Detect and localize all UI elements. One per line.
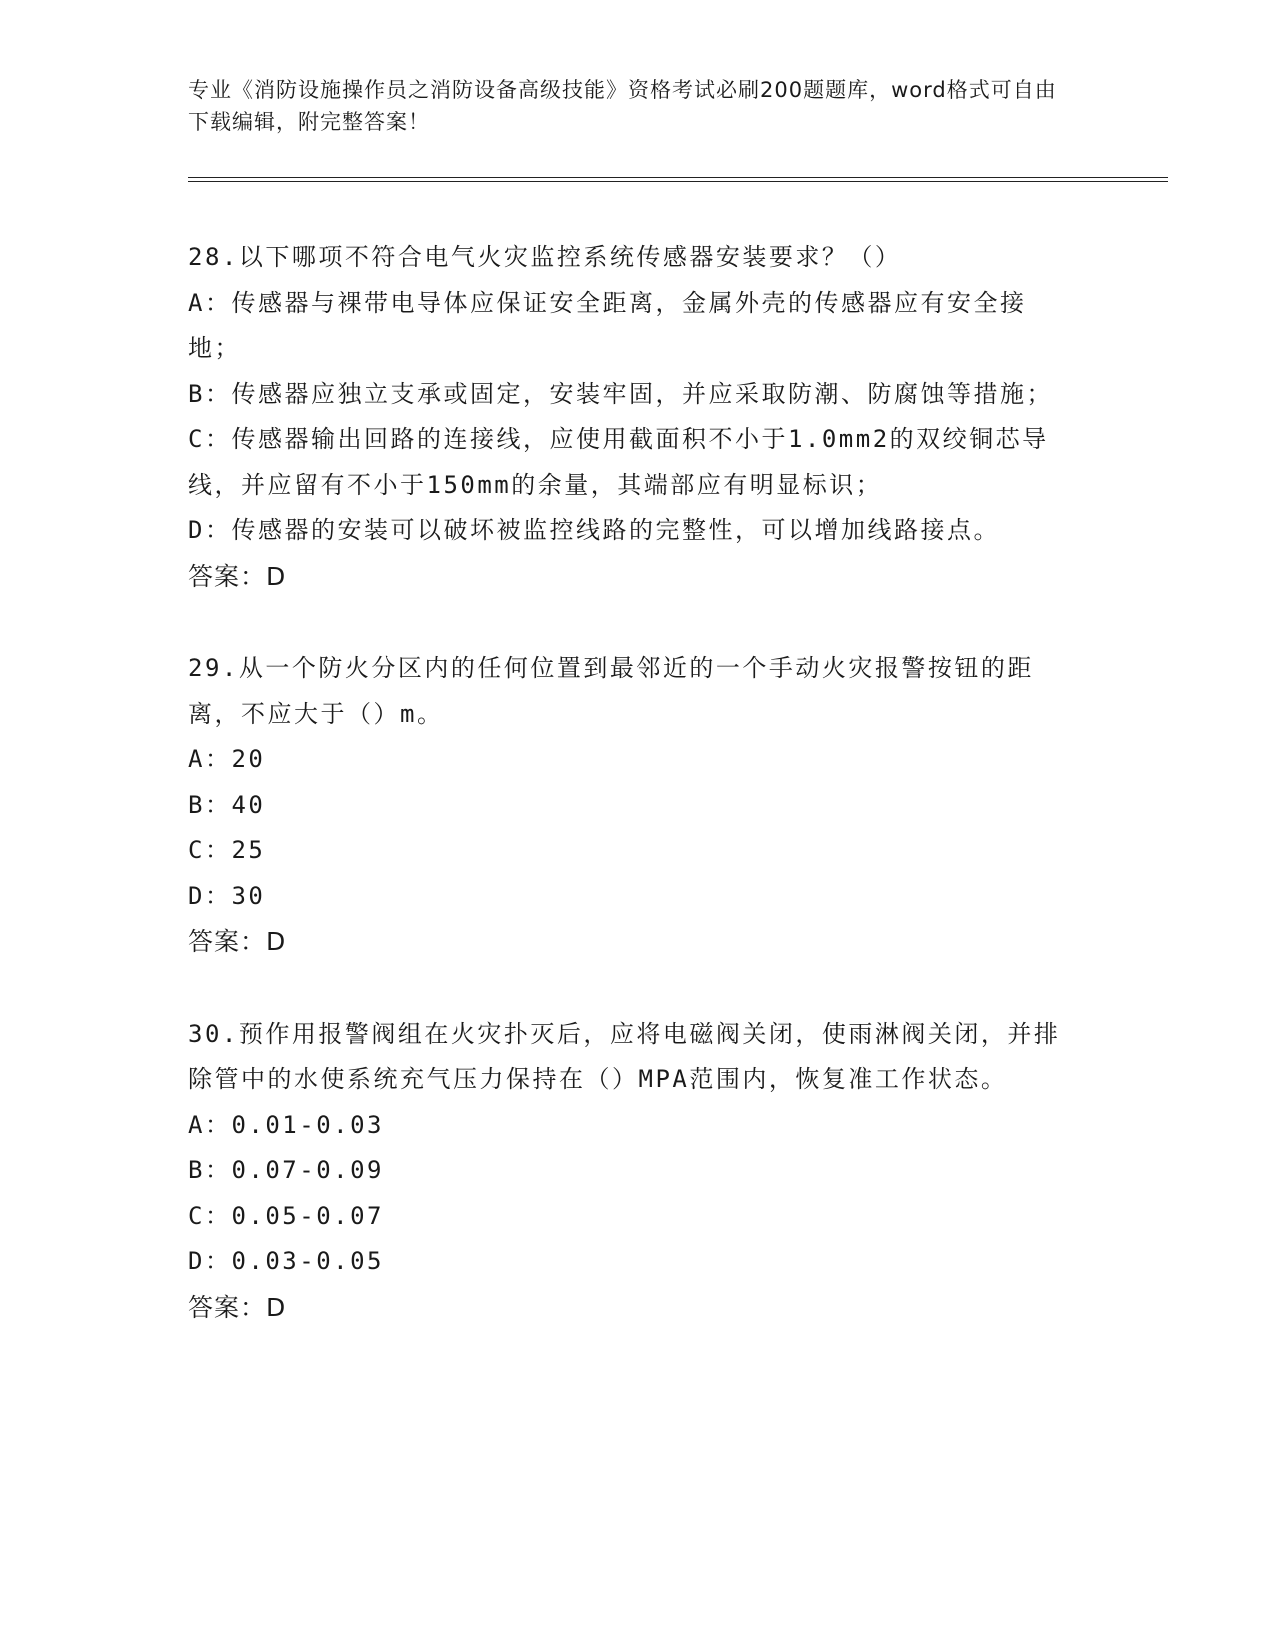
header-double-rule: [188, 177, 1168, 182]
option-a: A：传感器与裸带电导体应保证安全距离，金属外壳的传感器应有安全接地；: [188, 288, 1027, 362]
option-a: A：20: [188, 745, 266, 773]
option-c: C：25: [188, 836, 266, 864]
answer-line: 答案：D: [188, 561, 287, 591]
option-a: A：0.01-0.03: [188, 1110, 384, 1139]
question-list: [188, 235, 1078, 1377]
option-c: C：传感器输出回路的连接线，应使用截面积不小于1.0mm2的双绞铜芯导线，并应留有不小于150mm的余量，其端部应有明显标识；: [188, 425, 1049, 499]
option-b: B：40: [188, 790, 266, 819]
question-stem: 30.预作用报警阀组在火灾扑灭后，应将电磁阀关闭，使雨淋阀关闭，并排除管中的水使系统充气压力保持在（）MPA范围内，恢复准工作状态。: [188, 1019, 1061, 1093]
option-d: D：30: [188, 881, 266, 910]
option-b: B：0.07-0.09: [188, 1156, 384, 1184]
question-30: [188, 1012, 1078, 1331]
question-stem: 28.以下哪项不符合电气火灾监控系统传感器安装要求？（）: [188, 243, 902, 271]
option-c: C：0.05-0.07: [188, 1201, 384, 1230]
document-header: 专业《消防设施操作员之消防设备高级技能》资格考试必刷200题题库，word格式可自由下载编辑，附完整答案！: [188, 78, 1057, 134]
answer-line: 答案：D: [188, 927, 287, 956]
question-28: [188, 235, 1078, 599]
question-stem: 29.从一个防火分区内的任何位置到最邻近的一个手动火灾报警按钮的距离，不应大于（）m。: [188, 654, 1034, 728]
option-b: B：传感器应独立支承或固定，安装牢固，并应采取防潮、防腐蚀等措施；: [188, 379, 1053, 408]
answer-line: 答案：D: [188, 1292, 287, 1322]
question-29: [188, 646, 1078, 965]
option-d: D：0.03-0.05: [188, 1247, 384, 1275]
option-d: D：传感器的安装可以破坏被监控线路的完整性，可以增加线路接点。: [188, 516, 1000, 544]
